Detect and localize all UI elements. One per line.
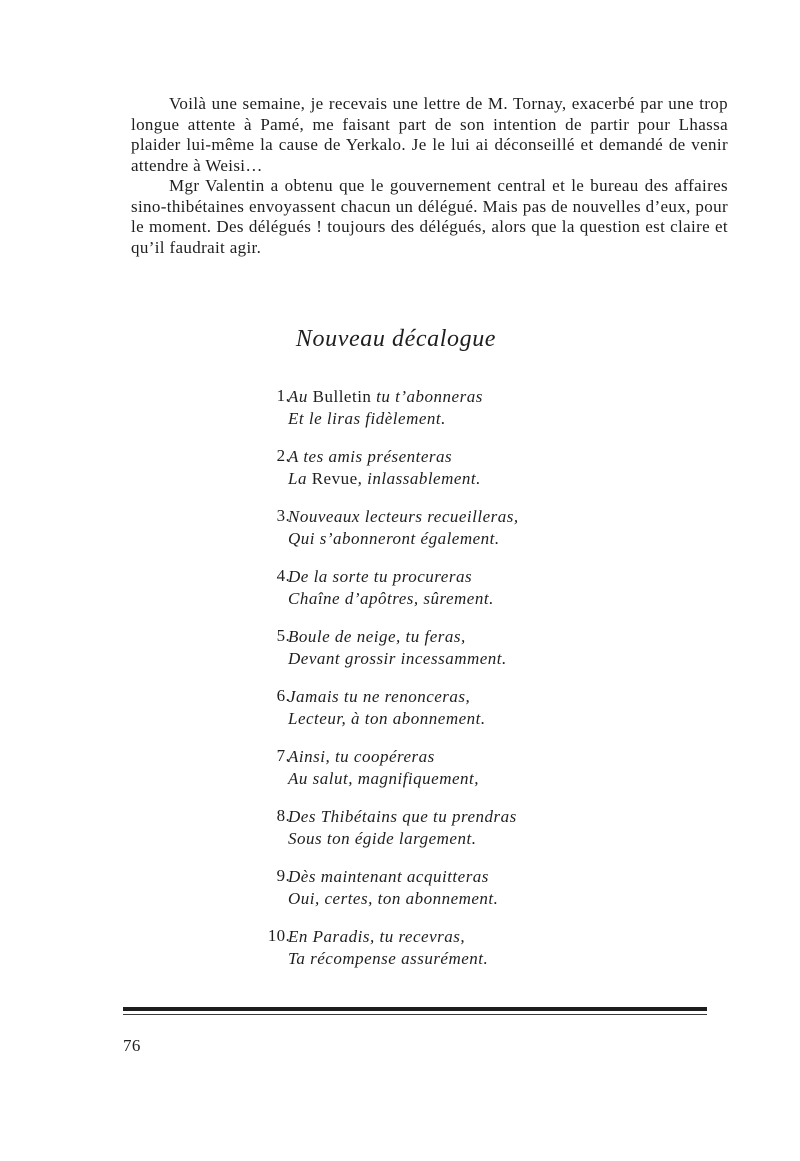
decalogue-item [250, 506, 590, 566]
verse-line-2 [288, 648, 507, 670]
verse-number: 1. [276, 386, 290, 405]
decalogue-item [250, 866, 590, 926]
verse [288, 746, 479, 790]
verse-line-2 [288, 948, 488, 970]
verse [288, 626, 507, 670]
verse-fragment: Ainsi, tu coopéreras [288, 747, 435, 766]
verse-fragment: Boule de neige, tu feras, [288, 627, 466, 646]
verse [288, 506, 519, 550]
verse-fragment: Devant grossir incessamment. [288, 649, 507, 668]
verse [288, 686, 486, 730]
verse-fragment: tu t’abonneras [376, 387, 483, 406]
verse-line-1 [288, 386, 483, 408]
verse-fragment: En Paradis, tu recevras, [288, 927, 466, 946]
decalogue-item [250, 446, 590, 506]
verse-line-1 [288, 446, 481, 468]
verse-line-1 [288, 926, 488, 948]
verse-line-2 [288, 468, 481, 490]
verse-fragment: Dès maintenant acquitteras [288, 867, 489, 886]
verse-line-1 [288, 686, 486, 708]
decalogue-item [250, 926, 590, 986]
verse-number: 2. [276, 446, 290, 465]
verse-line-2 [288, 828, 517, 850]
verse [288, 926, 488, 970]
verse-fragment: Bulletin [307, 387, 377, 406]
verse-line-2 [288, 888, 498, 910]
verse-line-1 [288, 566, 494, 588]
verse-fragment: De la sorte tu procureras [288, 567, 473, 586]
verse-line-1 [288, 626, 507, 648]
verse-line-1 [288, 866, 498, 888]
decalogue-item [250, 386, 590, 446]
verse [288, 446, 481, 490]
verse-number: 5. [276, 626, 290, 645]
verse [288, 566, 494, 610]
verse-line-2 [288, 708, 486, 730]
verse-number: 7. [276, 746, 290, 765]
verse-line-2 [288, 528, 519, 550]
verse-fragment: Ta récompense assurément. [288, 949, 489, 968]
verse-fragment: A tes amis présenteras [288, 447, 453, 466]
footer-rule-thin [123, 1014, 707, 1015]
verse-fragment: Qui s’abonneront également. [288, 529, 500, 548]
verse-fragment: Nouveaux lecteurs recueilleras, [288, 507, 519, 526]
verse-fragment: Lecteur, à ton abonnement. [288, 709, 486, 728]
decalogue-list [250, 386, 590, 986]
verse-number: 9. [276, 866, 290, 885]
verse [288, 386, 483, 430]
verse-number: 8. [276, 806, 290, 825]
decalogue-item [250, 626, 590, 686]
decalogue-item [250, 566, 590, 626]
decalogue-item [250, 686, 590, 746]
verse-fragment: La [288, 469, 307, 488]
verse [288, 866, 498, 910]
verse-fragment: Au salut, magnifiquement, [288, 769, 479, 788]
verse-fragment: Sous ton égide largement. [288, 829, 477, 848]
verse-number: 10. [267, 926, 290, 945]
paragraph-1: Voilà une semaine, je recevais une lettre de M. Tornay, exacerbé par une trop longue attente à Pamé, me faisant part de son intention de partir pour Lhassa plaider lui-même la cause de Yerkalo. Je le lui ai déconseillé et demandé de venir attendre à Weisi… [131, 94, 728, 175]
verse-line-1 [288, 806, 517, 828]
verse-fragment: Chaîne d’apôtres, sûrement. [288, 589, 494, 608]
decalogue-item [250, 806, 590, 866]
verse-number: 4. [276, 566, 290, 585]
verse-line-1 [288, 506, 519, 528]
verse-number: 6. [276, 686, 290, 705]
verse-fragment: , inlassablement. [357, 469, 481, 488]
footer-rule-thick [123, 1007, 707, 1011]
verse-fragment: Au [288, 387, 308, 406]
verse-fragment: Des Thibétains que tu prendras [288, 807, 517, 826]
verse [288, 806, 517, 850]
verse-line-2 [288, 768, 479, 790]
verse-fragment: Revue [306, 469, 358, 488]
verse-fragment: Et le liras fidèlement. [288, 409, 446, 428]
verse-line-2 [288, 408, 483, 430]
decalogue-title: Nouveau décalogue [295, 326, 497, 352]
verse-fragment: Jamais tu ne renonceras, [288, 687, 471, 706]
verse-fragment: Oui, certes, ton abonnement. [288, 889, 499, 908]
verse-number: 3. [276, 506, 290, 525]
verse-line-2 [288, 588, 494, 610]
verse-line-1 [288, 746, 479, 768]
page-number: 76 [123, 1036, 141, 1055]
body-text [131, 94, 728, 258]
decalogue-item [250, 746, 590, 806]
paragraph-2: Mgr Valentin a obtenu que le gouvernement central et le bureau des affaires sino-thibétaines envoyassent chacun un délégué. Mais pas de nouvelles d’eux, pour le moment. Des délégués ! toujours des délégués, alors que la question est claire et qu’il faudrait agir. [131, 176, 728, 257]
